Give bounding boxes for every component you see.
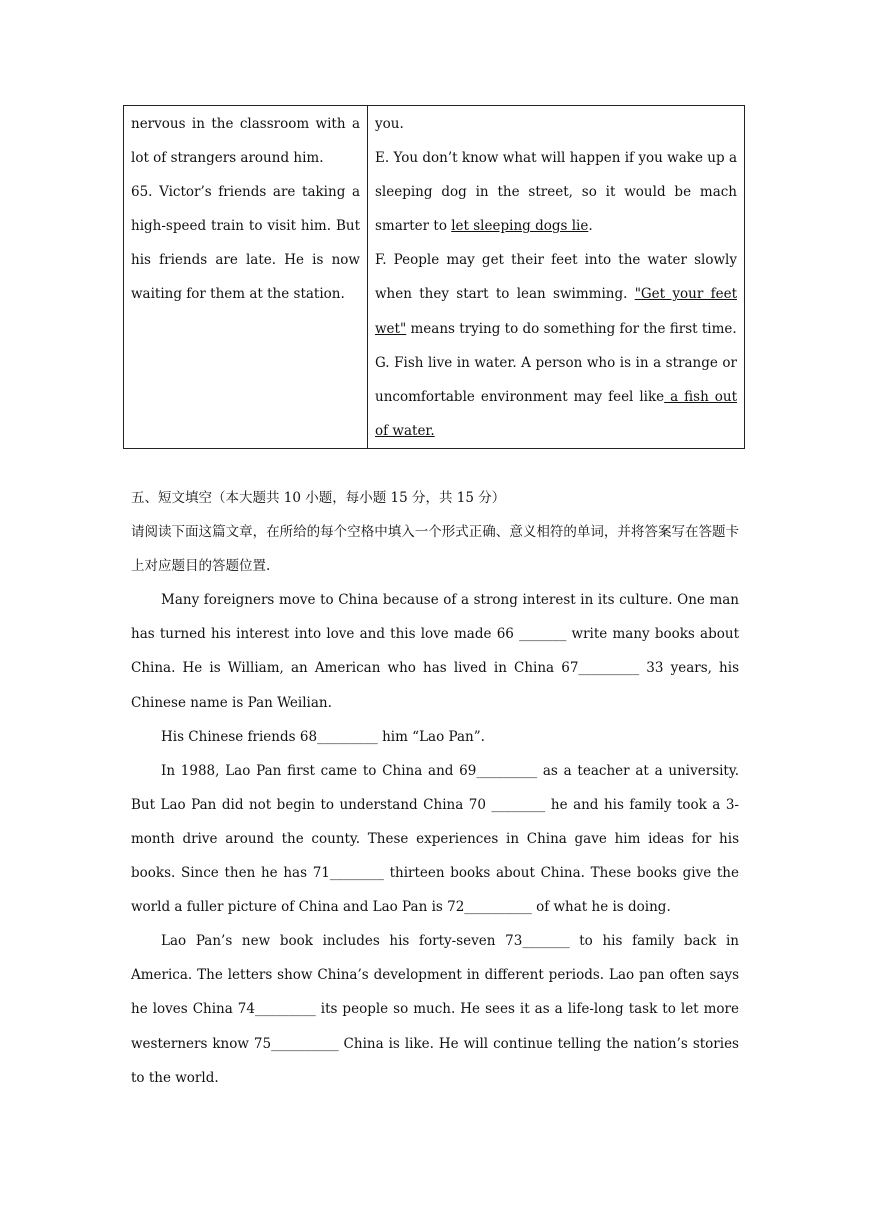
table-row bbox=[124, 106, 745, 449]
option-d-tail: you. bbox=[375, 116, 404, 132]
option-f-idiom: "Get your feet wet" bbox=[375, 286, 737, 337]
left-column-text: nervous in the classroom with a lot of strangers around him. bbox=[131, 116, 360, 167]
section-instruction: 请阅读下面这篇文章，在所给的每个空格中填入一个形式正确、意义相符的单词，并将答案写在答题卡上对应题目的答题位置. bbox=[131, 524, 739, 575]
option-f-end: means trying to do something for the first time. bbox=[406, 320, 737, 337]
option-f-text: F. People may get their feet into the water slowly when they start to lean swimming. bbox=[375, 252, 737, 303]
left-column-cell bbox=[124, 106, 368, 449]
option-g-text: G. Fish live in water. A person who is in a strange or uncomfortable environment may feel like bbox=[375, 354, 737, 405]
option-e-idiom: let sleeping dogs lie bbox=[451, 218, 589, 235]
passage-paragraph: Lao Pan’s new book includes his forty-seven 73_______ to his family back in America. The letters show China’s development in different periods. Lao pan often says he loves China 74_________ its people so much. He sees it as a life-long task to let more westerners know 75__________ China is like. He will continue telling the nation’s stories to the world. bbox=[131, 933, 739, 1086]
passage-paragraph: Many foreigners move to China because of a strong interest in its culture. One man has turned his interest into love and this love made 66 _______ write many books about China. He is William, an American who has lived in China 67_________ 33 years, his Chinese name is Pan Weilian. bbox=[131, 592, 739, 711]
passage-paragraph: His Chinese friends 68_________ him “Lao Pan”. bbox=[161, 728, 485, 745]
passage-paragraph: In 1988, Lao Pan first came to China and 69_________ as a teacher at a university. But Lao Pan did not begin to understand China 70 ________ he and his family took a 3-month drive around the county. These experiences in China gave him ideas for his books. Since then he has 71________ thirteen books about China. These books give the world a fuller picture of China and Lao Pan is 72__________ of what he is doing. bbox=[131, 762, 739, 916]
option-e bbox=[375, 141, 737, 243]
cloze-section bbox=[131, 481, 739, 1095]
option-g-idiom: a fish out of water. bbox=[375, 388, 737, 439]
option-e-text: E. You don’t know what will happen if you wake up a sleeping dog in the street, so it would be mach smarter to bbox=[375, 150, 737, 235]
section-heading: 五、短文填空（本大题共 10 小题，每小题 15 分，共 15 分） bbox=[131, 490, 506, 506]
option-e-end: . bbox=[588, 218, 593, 235]
option-g bbox=[375, 346, 737, 448]
right-column-cell bbox=[368, 106, 745, 449]
question-65-text: 65. Victor’s friends are taking a high-speed train to visit him. But his friends are late. He is now waiting for them at the station. bbox=[131, 184, 360, 303]
matching-table bbox=[123, 105, 745, 449]
option-f bbox=[375, 243, 737, 345]
